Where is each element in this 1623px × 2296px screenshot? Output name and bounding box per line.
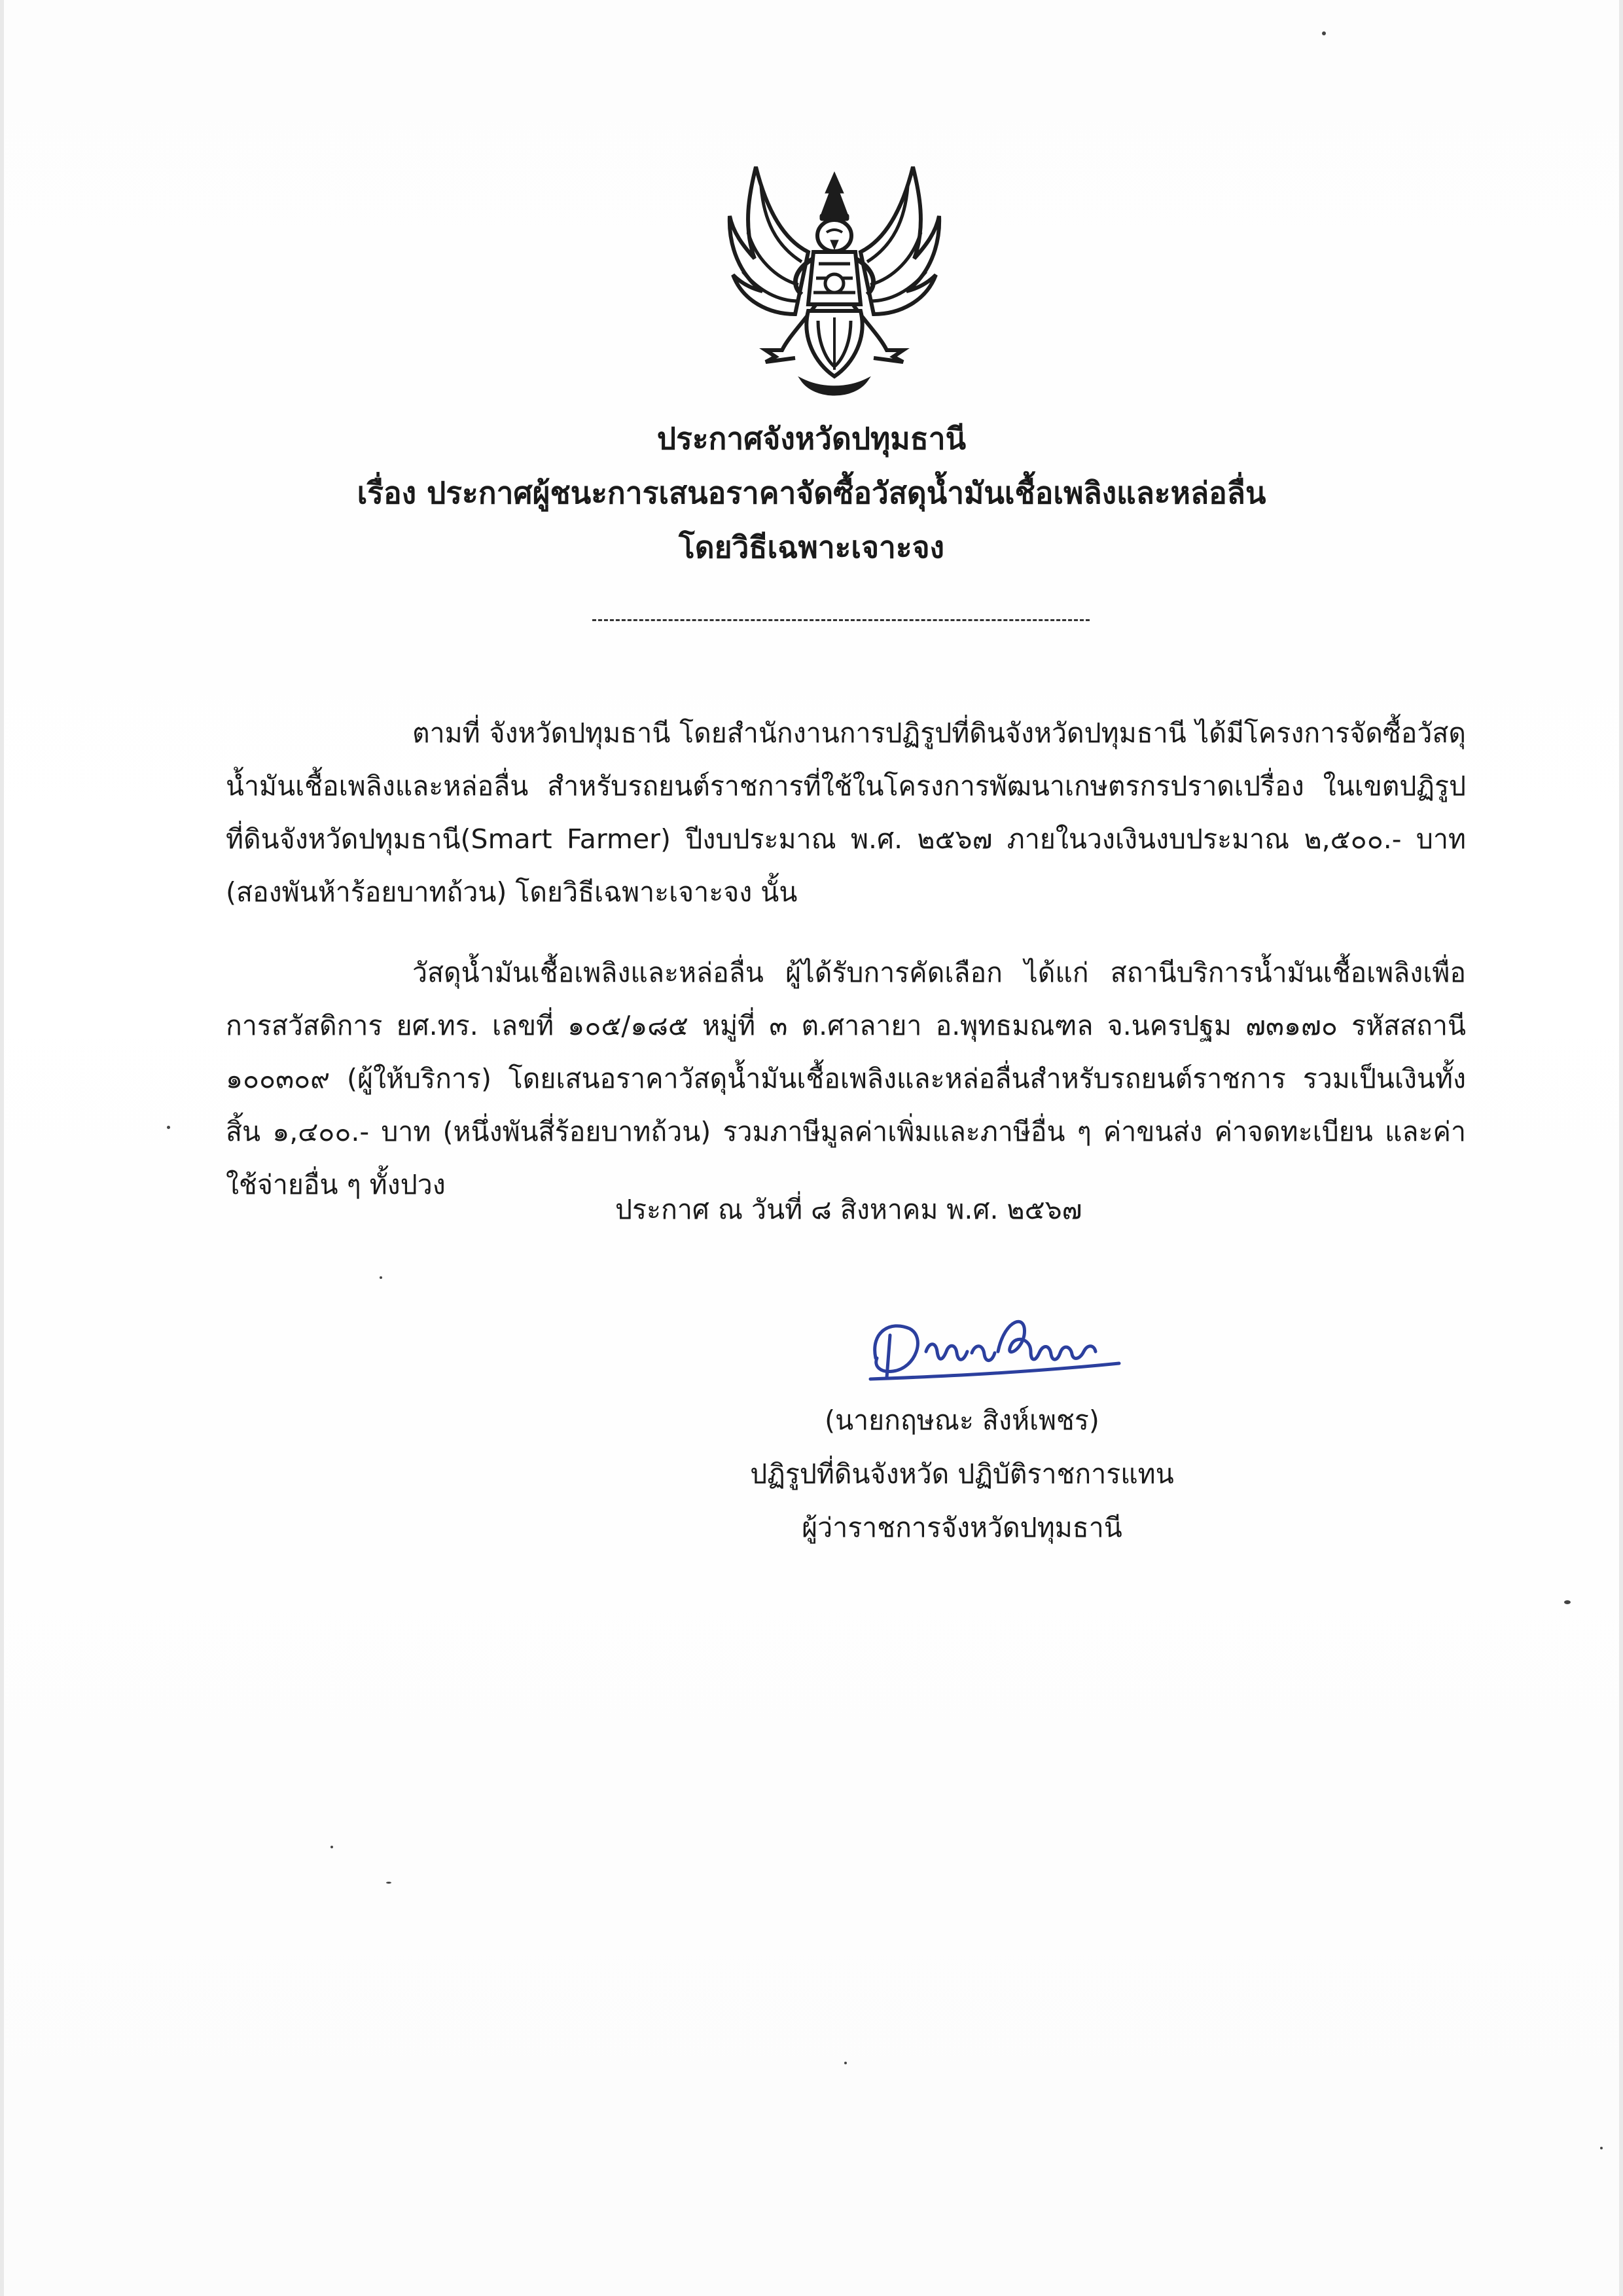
scan-speck (330, 1846, 333, 1848)
scan-speck (380, 1276, 382, 1279)
left-scan-edge (0, 0, 4, 2296)
scan-speck (1322, 31, 1326, 35)
announcement-subject: เรื่อง ประกาศผู้ชนะการเสนอราคาจัดซื้อวัสดุน้ำมันเชื้อเพลิงและหล่อลื่น (357, 475, 1266, 511)
scan-speck (1600, 2147, 1603, 2149)
paragraph-1-text: ตามที่ จังหวัดปทุมธานี โดยสำนักงานการปฏิรูปที่ดินจังหวัดปทุมธานี ได้มีโครงการจัดซื้อวัสดุน้ำมันเชื้อเพลิงและหล่อลื่น สำหรับรถยนต์ราชการที่ใช้ในโครงการพัฒนาเกษตรกรปราดเปรื่อง ในเขตปฏิรูปที่ดินจังหวัดปทุมธานี(Smart Farmer) ปีงบประมาณ พ.ศ. ๒๕๖๗ ภายในวงเงินงบประมาณ ๒,๕๐๐.- บาท (สองพันห้าร้อยบาทถ้วน) โดยวิธีเฉพาะเจาะจง นั้น (226, 717, 1466, 908)
signatory-position: ปฏิรูปที่ดินจังหวัด ปฏิบัติราชการแทน (750, 1458, 1174, 1490)
title-divider (592, 619, 1090, 621)
signatory-office: ผู้ว่าราชการจังหวัดปทุมธานี (802, 1512, 1122, 1543)
signatory-name: (นายกฤษณะ สิงห์เพชร) (825, 1405, 1099, 1436)
paragraph-2-text: วัสดุน้ำมันเชื้อเพลิงและหล่อลื่น ผู้ได้รับการคัดเลือก ได้แก่ สถานีบริการน้ำมันเชื้อเพลิงเพื่อการสวัสดิการ ยศ.ทร. เลขที่ ๑๐๕/๑๘๕ หมู่ที่ ๓ ต.ศาลายา อ.พุทธมณฑล จ.นครปฐม ๗๓๑๗๐ รหัสสถานี ๑๐๐๓๐๙ (ผู้ให้บริการ) โดยเสนอราคาวัสดุน้ำมันเชื้อเพลิงและหล่อลื่นสำหรับรถยนต์ราชการ รวมเป็นเงินทั้งสิ้น ๑,๔๐๐.- บาท (หนึ่งพันสี่ร้อยบาทถ้วน) รวมภาษีมูลค่าเพิ่มและภาษีอื่น ๆ ค่าขนส่ง ค่าจดทะเบียน และค่าใช้จ่ายอื่น ๆ ทั้งปวง (226, 957, 1466, 1200)
garuda-emblem-icon (704, 154, 965, 409)
scan-speck (386, 1882, 391, 1884)
announcement-title: ประกาศจังหวัดปทุมธานี (656, 421, 967, 456)
scan-speck (844, 2062, 847, 2064)
body-paragraph-1 (226, 707, 1466, 919)
announcement-date: ประกาศ ณ วันที่ ๘ สิงหาคม พ.ศ. ๒๕๖๗ (615, 1194, 1082, 1225)
scan-speck (167, 1126, 170, 1129)
body-paragraph-2 (226, 946, 1466, 1211)
right-scan-edge (1619, 0, 1623, 2296)
scan-speck (1564, 1600, 1571, 1604)
announcement-method: โดยวิธีเฉพาะเจาะจง (679, 529, 944, 565)
handwritten-signature-icon (864, 1306, 1126, 1391)
